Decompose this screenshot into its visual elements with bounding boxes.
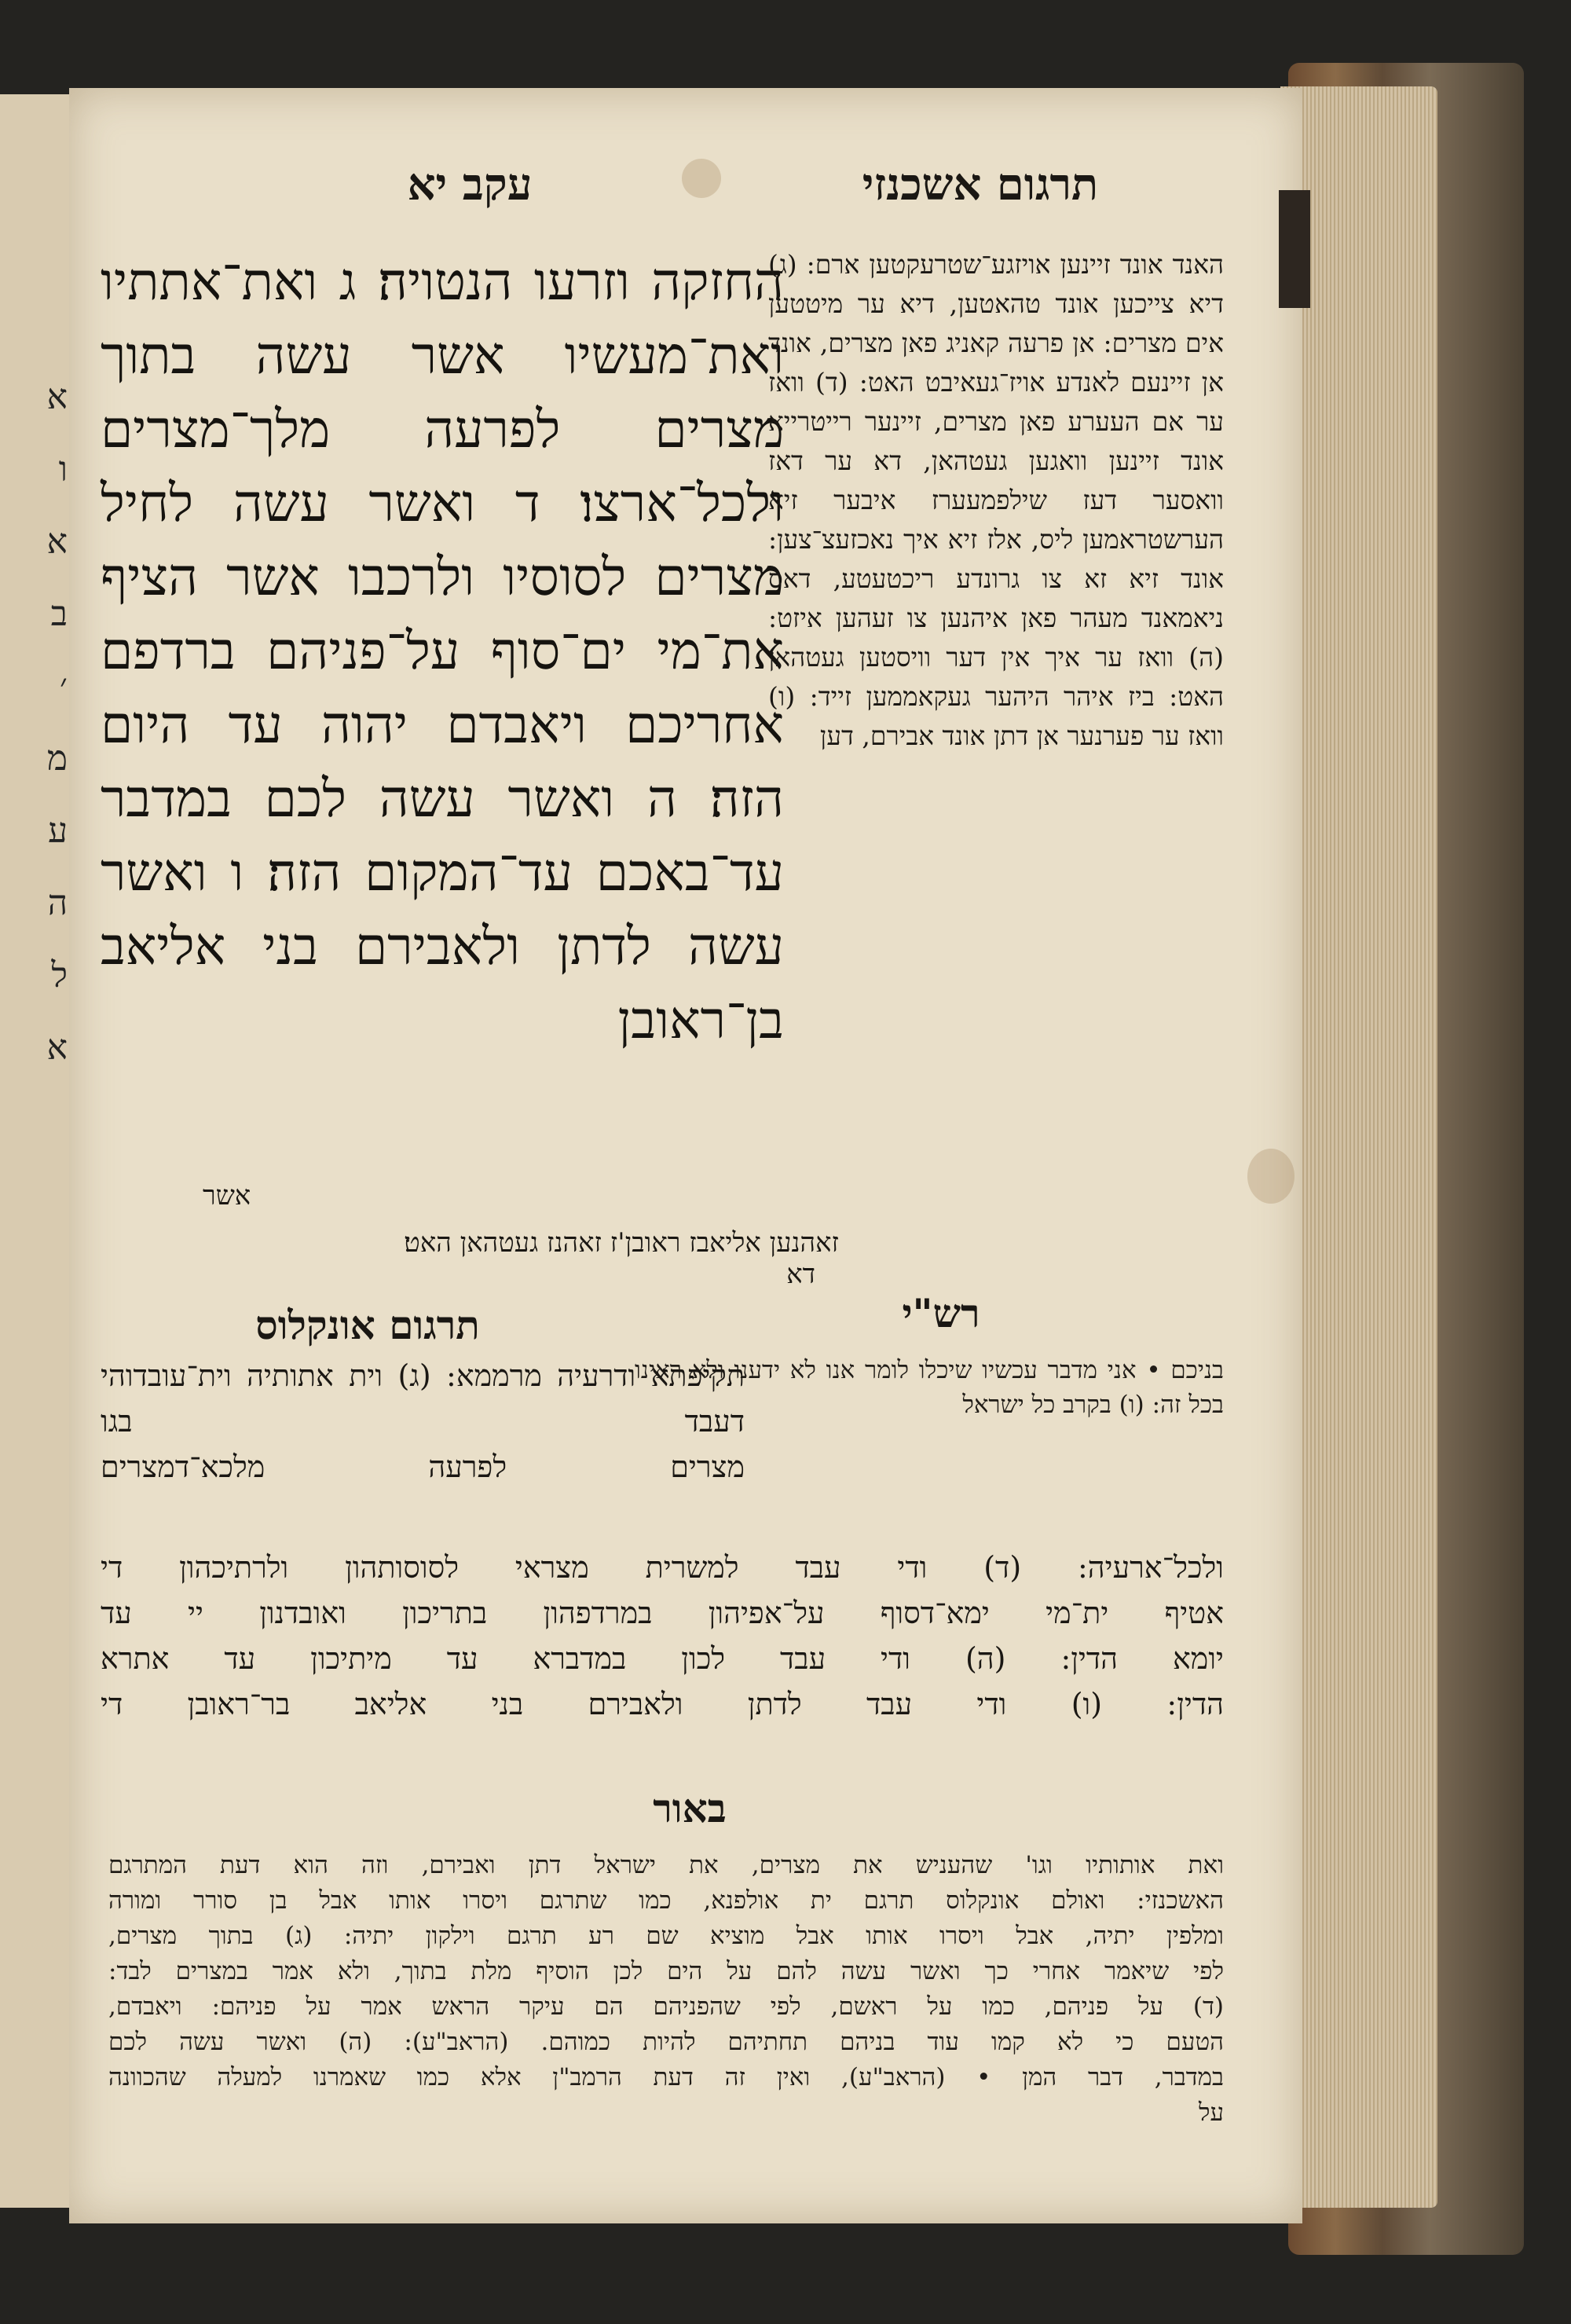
facing-page-edge — [0, 94, 71, 2208]
onkelos-line: הדין: (ו) ודי עבד לדתן ולאבירם בני אליאב בר־ראובן די — [101, 1687, 1224, 1721]
beur-line: במדבר, דבר המן • (הראב"ע), ואין זה דעת הרמב"ן אלא כמו שאמרנו למעלה שהכוונה — [108, 2063, 1224, 2091]
catchword-yiddish: דא — [786, 1259, 815, 1290]
yiddish-last-line-text: זאהנען אליאבז ראובן'ז זאהנז געטהאן האט׃ — [404, 1227, 839, 1259]
onkelos-line: תקיפתא ודרעיה מרממא: (ג) וית אתותיה וית־עובדוהי דעבד בגו — [101, 1358, 745, 1439]
beur-catchword: על — [1198, 2099, 1224, 2127]
facing-page-text: א ו א ב ׳ מ ע ה ל א — [46, 377, 68, 1068]
onkelos-line: יומא הדין: (ה) ודי עבד לכון במדברא עד מיתיכון עד אתרא — [101, 1641, 1224, 1676]
beur-commentary — [108, 1848, 1224, 2131]
beur-line: ואת אותותיו וגו' שהעניש את מצרים, את ישראל דתן ואבירם, וזה הוא דעת המתרגם — [108, 1851, 1224, 1879]
rashi-commentary: בניכם • אני מדבר עכשיו שיכלו לומר אנו לא ידענו ולא ראינו בכל זה: (ו) בקרב כל ישראל — [635, 1356, 1224, 1419]
beur-line: (ד) על פניהם, כמו על ראשם, לפי שהפניהם הם עיקר הראש אמר על פניהם: ויאבדם, — [108, 1992, 1224, 2021]
onkelos-title: תרגום אונקלוס — [255, 1302, 480, 1348]
beur-line: לפי שיאמר אחרי כך ואשר עשה להם על הים לכן הוסיף מלת בתוך, ולא אמר במצרים לבד: — [108, 1957, 1224, 1985]
beur-line: האשכנזי: ואולם אונקלוס תרגם ית אולפנא, כמו שתרגם ויסרו אותו אבל בן סורר ומורה — [108, 1886, 1224, 1915]
page-shadow — [1279, 190, 1310, 308]
yiddish-last-line — [399, 1227, 839, 1290]
book-page — [69, 88, 1302, 2223]
catchword-main: אשר — [203, 1180, 251, 1211]
onkelos-line: אטיף ית־מי ימא־דסוף על־אפיהון במרדפהון בתריכון ואובדנון יי עד — [101, 1596, 1224, 1630]
onkelos-line: מצרים לפרעה מלכא־דמצרים — [101, 1450, 745, 1484]
torah-text-block: החזקה וזרעו הנטויה׃ ג ואת־אתתיו ואת־מעשיו אשר עשה בתוך מצרים לפרעה מלך־מצרים ולכל־ארצו׃ ד ואשר עשה לחיל מצרים לסוסיו ולרכבו אשר הציף את־מי ים־סוף על־פניהם ברדפם אחריכם ויאבדם יהוה עד היום הזה׃ ה ואשר עשה לכם במדבר עד־באכם עד־המקום הזה׃ ו ואשר עשה לדתן ולאבירם בני אליאב בן־ראובן — [101, 251, 784, 1050]
running-head-parsha: עקב יא — [407, 159, 533, 211]
paper-stain — [1247, 1149, 1295, 1204]
running-head-translation: תרגום אשכנזי — [862, 159, 1099, 211]
beur-line: ומלפין יתיה, אבל ויסרו אותו אבל מוציא שם רע תרגם וילקון יתיה: (ג) בתוך מצרים, — [108, 1922, 1224, 1950]
onkelos-translation — [101, 1353, 1224, 1727]
beur-title: באור — [653, 1785, 727, 1831]
rashi-title: רש"י — [902, 1290, 980, 1336]
page-edges — [1280, 86, 1437, 2208]
onkelos-line: ולכל־ארעיה: (ד) ודי עבד למשרית מצראי לסוסותהון ולרתיכהון די — [101, 1550, 1224, 1585]
yiddish-translation-column: האנד אונד זיינען אויזגע־שטרעקטען ארם: (ג) דיא צייכען אונד טהאטען, דיא ער מיטטען אים מצרים: אן פרעה קאניג פאן מצרים, אונד אן זיינעם לאנדע אויז־געאיבט האט: (ד) וואז ער אם העערע פאן מצרים, זיינער רייטרייא אונד זיינען וואגען געטהאן, דא ער דאז וואסער דעז שילפמעערז איבער זיא הערשטראמען ליס, אלז זיא איך נאכזעצ־צען: אונד זיא זא צו גרונדע ריכטעטע, דאס ניאמאנד מעהר פאן איהנען צו זעהען איזט: (ה) וואז ער איך אין דער וויסטען געטהאן האט: ביז איהר היהער געקאממען זייד: (ו) וואז ער פערנער אן דתן אונד אבירם, דען — [768, 249, 1224, 751]
paper-stain — [682, 159, 721, 198]
beur-line: הטעם כי לא קמו עוד בניהם תחתיהם להיות כמוהם. (הראב"ע): (ה) ואשר עשה לכם — [108, 2028, 1224, 2056]
